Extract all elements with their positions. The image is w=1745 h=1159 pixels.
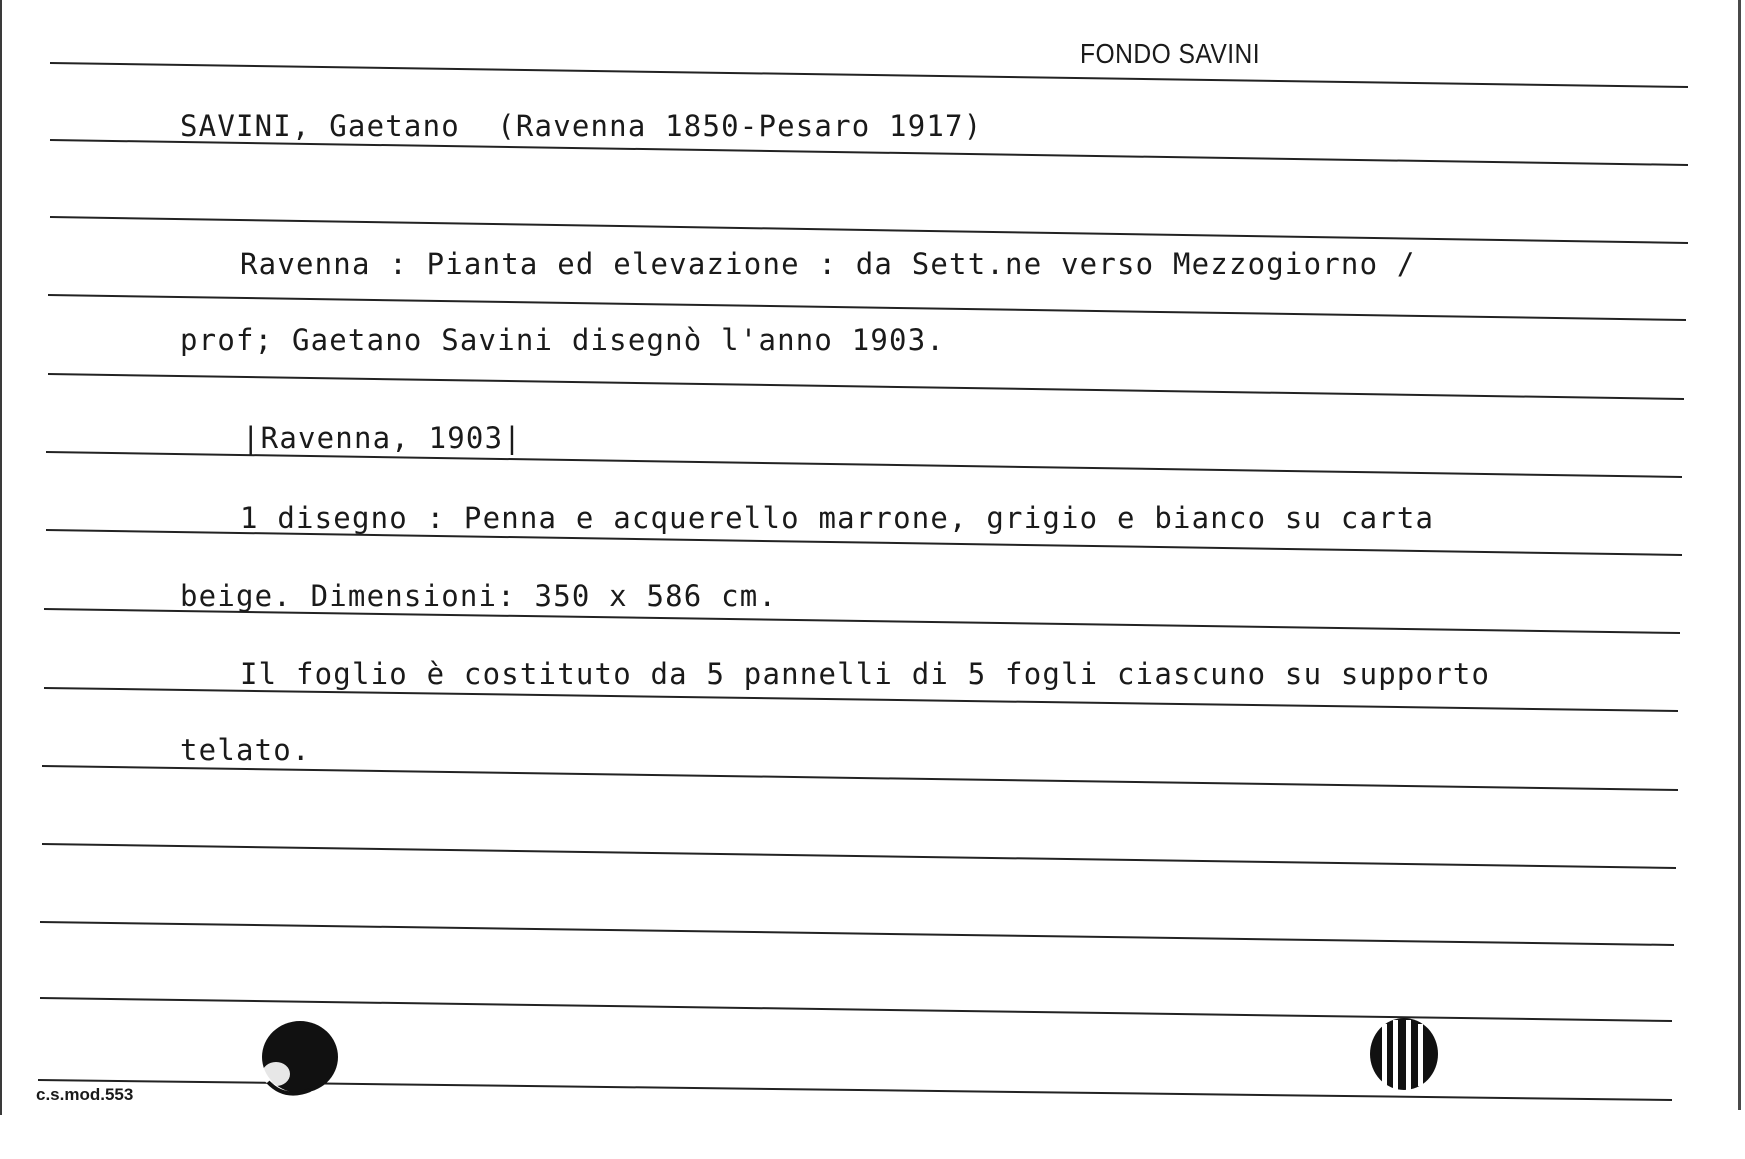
rule-line (48, 374, 1684, 399)
rule-line (42, 766, 1678, 790)
note-line-1: Il foglio è costituto da 5 pannelli di 5 fogli ciascuno su supporto (240, 657, 1491, 691)
rule-line (50, 140, 1688, 165)
punch-hole-right (1364, 1012, 1444, 1097)
description-line-2: beige. Dimensioni: 350 x 586 cm. (180, 579, 778, 613)
rule-line (50, 217, 1688, 243)
publication-line: |Ravenna, 1903| (242, 421, 522, 455)
rule-line (50, 63, 1688, 87)
rule-line (46, 452, 1682, 477)
title-line-1: Ravenna : Pianta ed elevazione : da Sett.ne verso Mezzogiorno / (240, 247, 1416, 281)
form-code: c.s.mod.553 (36, 1085, 134, 1104)
rule-line (42, 844, 1676, 868)
rule-line (48, 295, 1686, 320)
title-line-2: prof; Gaetano Savini disegnò l'anno 1903. (180, 323, 946, 357)
rule-line (44, 688, 1678, 711)
punch-hole-left (250, 1012, 345, 1102)
rule-line (40, 922, 1674, 945)
note-line-2: telato. (180, 733, 311, 767)
description-line-1: 1 disegno : Penna e acquerello marrone, grigio e bianco su carta (240, 501, 1435, 535)
collection-label: FONDO SAVINI (1080, 38, 1261, 69)
author-line: SAVINI, Gaetano (Ravenna 1850-Pesaro 1917) (180, 109, 983, 143)
